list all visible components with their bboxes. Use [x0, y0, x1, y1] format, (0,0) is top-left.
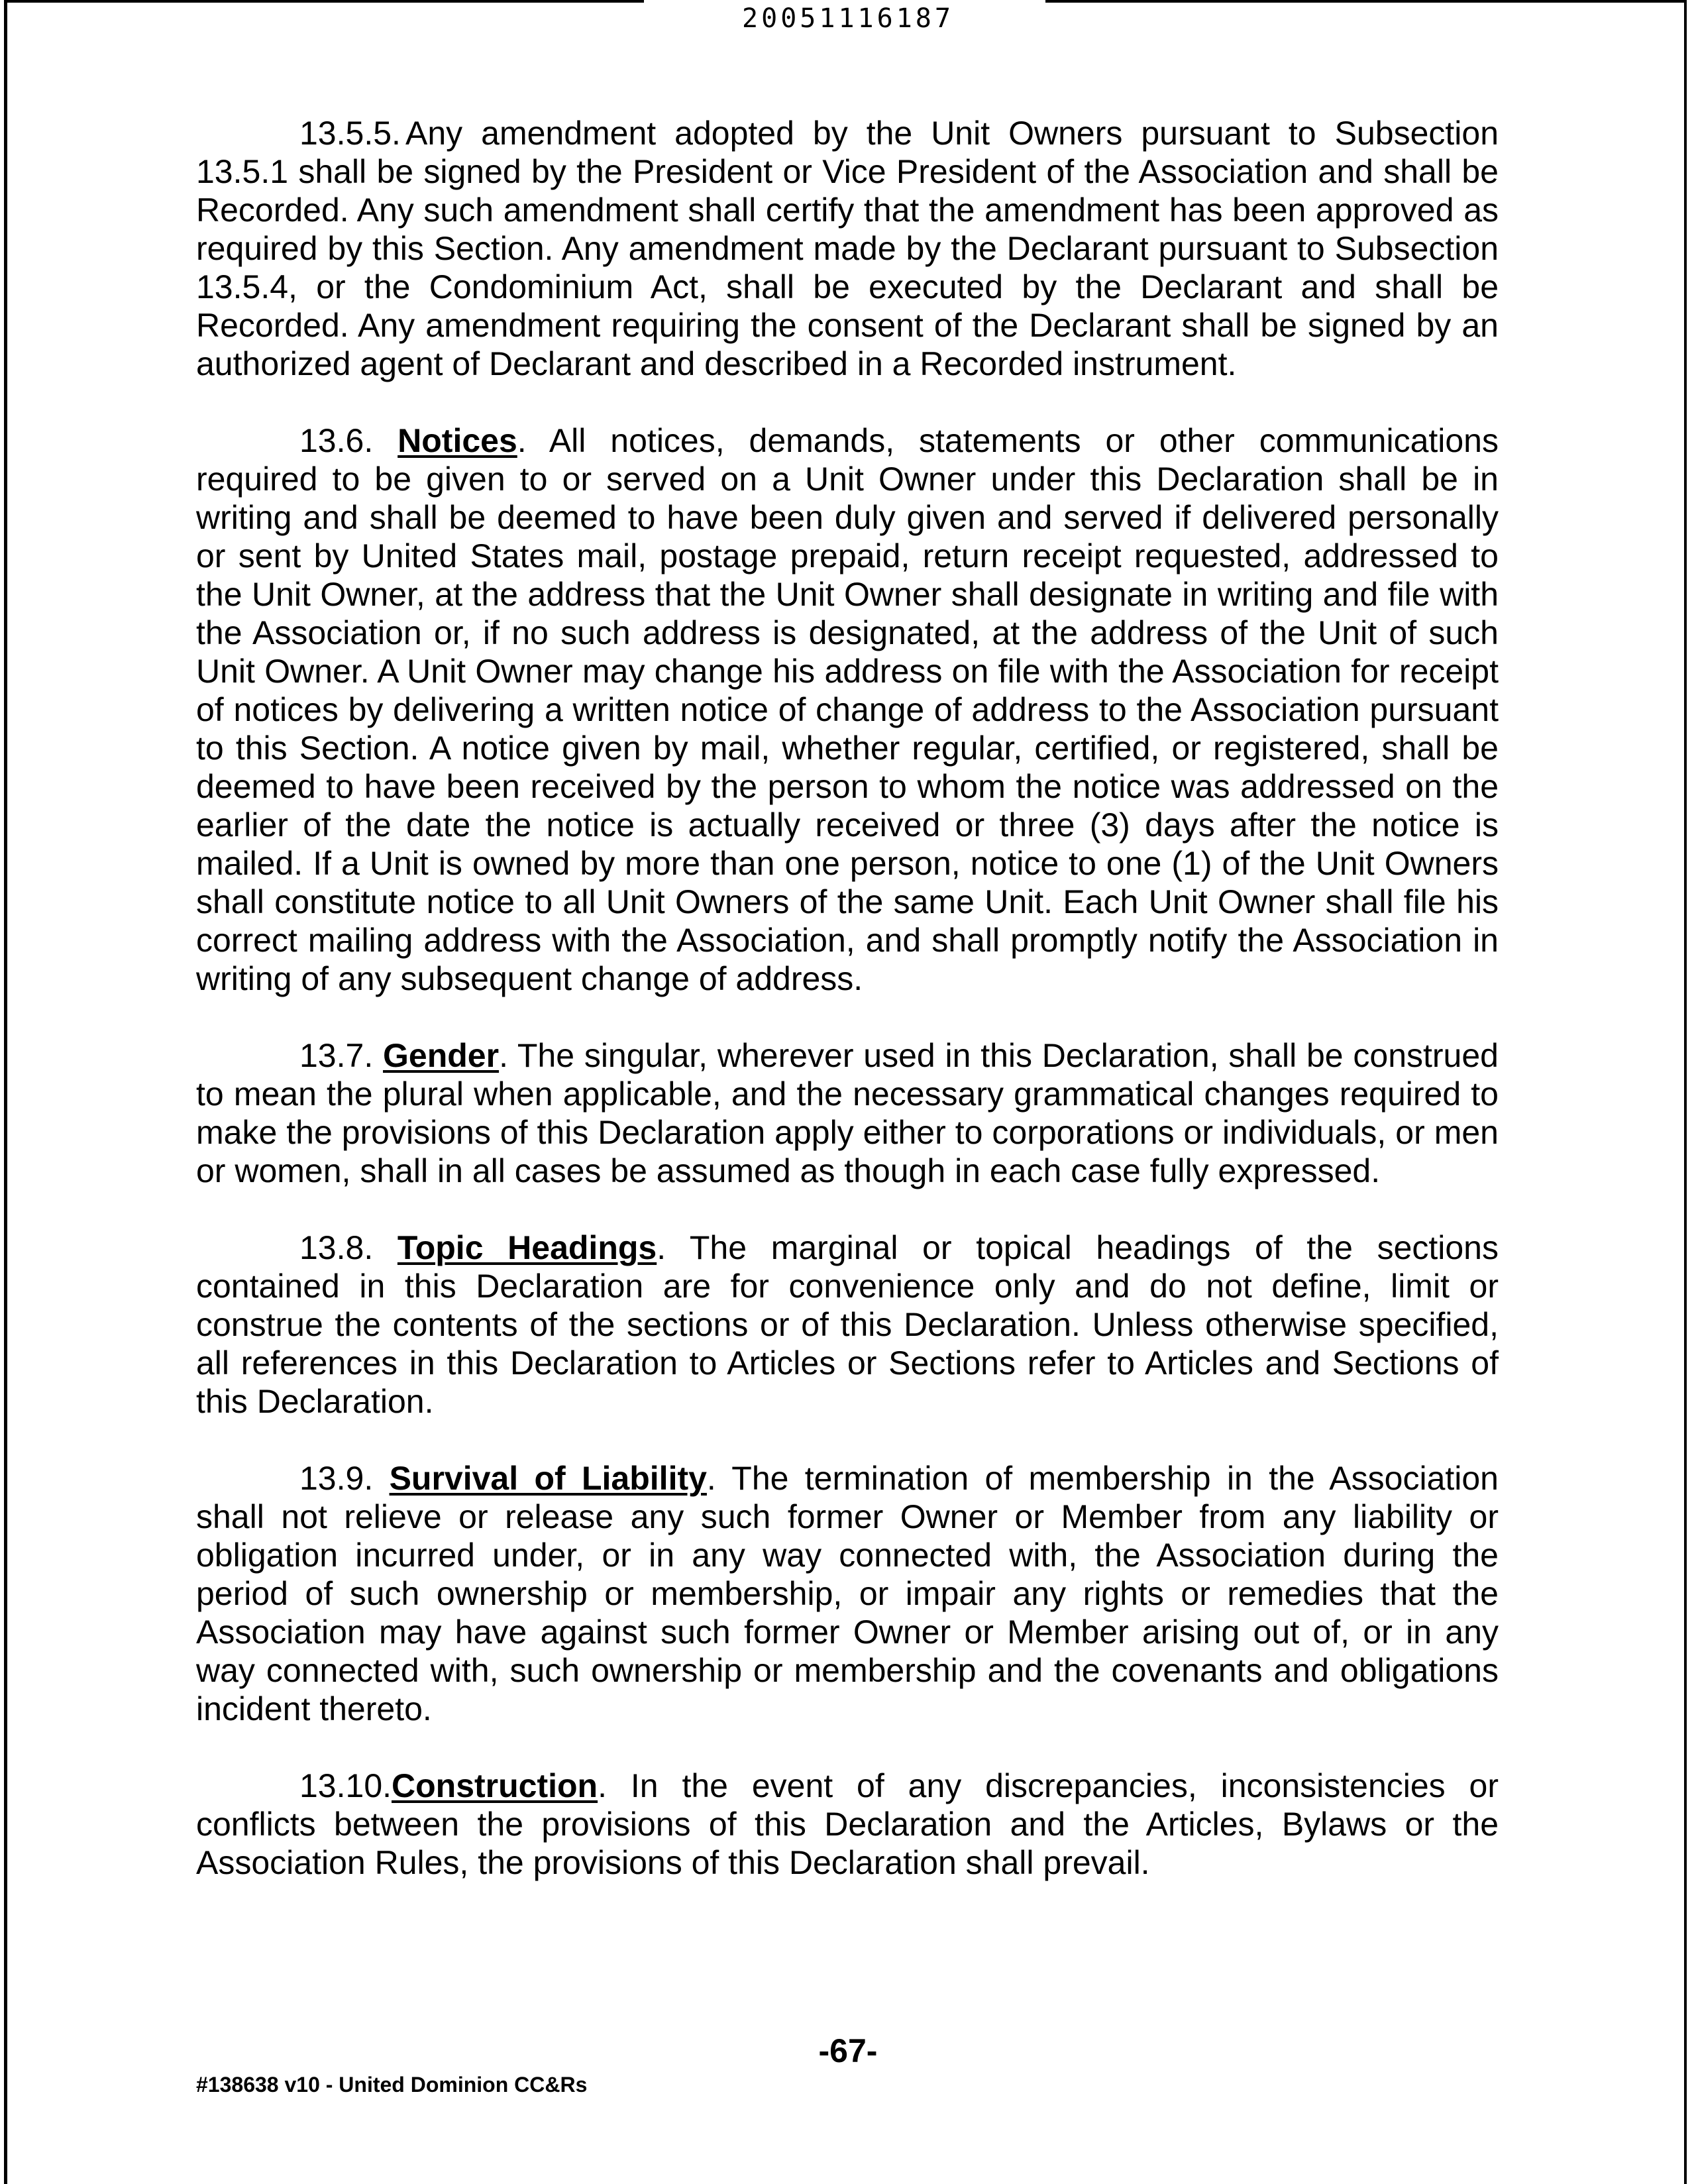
section-text: All notices, demands, statements or other communications required to be given to or served on a Unit Owner under this Declaration shall be in writing and shall be deemed to have been duly given and served if delivered personally or sent by United States mail, postage prepaid, return receipt requested, addressed to the Unit Owner, at the address that the Unit Owner shall designate in writing and file with the Association or, if no such address is designated, at the address of the Unit of such Unit Owner. A Unit Owner may change his address on file with the Association for receipt of notices by delivering a written notice of change of address to the Association pursuant to this Section. A notice given by mail, whether regular, certified, or registered, shall be deemed to have been received by the person to whom the notice was addressed on the earlier of the date the notice is actually received or three (3) days after the notice is mailed. If a Unit is owned by more than one person, notice to one (1) of the Unit Owners shall constitute notice to all Unit Owners of the same Unit. Each Unit Owner shall file his correct mailing address with the Association, and shall promptly notify the Association in writing of any subsequent change of address. — [196, 422, 1499, 997]
page-border-right — [1684, 0, 1687, 2184]
section-number: 13.5.5. — [299, 115, 401, 152]
section-13-9 — [196, 1459, 1499, 1728]
section-heading: Construction — [392, 1767, 598, 1804]
section-13-10 — [196, 1767, 1499, 1882]
footer-reference: #138638 v10 - United Dominion CC&Rs — [196, 2073, 588, 2097]
section-number: 13.8. — [299, 1229, 374, 1266]
section-13-7 — [196, 1036, 1499, 1190]
section-text: The marginal or topical headings of the sections contained in this Declaration are for convenience only and do not define, limit or construe the contents of the sections or of this Declaration. Unless otherwise specified, all references in this Declaration to Articles or Sections refer to Articles and Sections of this Declaration. — [196, 1229, 1499, 1420]
heading-punctuation: . — [598, 1767, 608, 1804]
document-body — [196, 114, 1499, 1920]
heading-punctuation: . — [517, 422, 527, 459]
section-number: 13.9. — [299, 1460, 374, 1497]
section-text: In the event of any discrepancies, inconsistencies or conflicts between the provisions of this Declaration and the Articles, Bylaws or the Association Rules, the provisions of this Declaration shall prevail. — [196, 1767, 1499, 1881]
section-number: 13.6. — [299, 422, 374, 459]
heading-punctuation: . — [499, 1037, 508, 1074]
section-13-6 — [196, 421, 1499, 998]
heading-punctuation: . — [657, 1229, 666, 1266]
page-number: -67- — [818, 2032, 878, 2069]
section-13-8 — [196, 1228, 1499, 1421]
section-number: 13.10. — [299, 1767, 392, 1804]
heading-punctuation: . — [706, 1460, 716, 1497]
section-heading: Gender — [383, 1037, 500, 1074]
section-number: 13.7. — [299, 1037, 374, 1074]
page-border-left — [4, 0, 7, 2184]
section-text: The termination of membership in the Association shall not relieve or release any such former Owner or Member from any liability or obligation incurred under, or in any way connected with, the Association during the period of such ownership or membership, or impair any rights or remedies that the Association may have against such former Owner or Member arising out of, or in any way connected with, such ownership or membership and the covenants and obligations incident thereto. — [196, 1460, 1499, 1727]
section-heading: Survival of Liability — [389, 1460, 707, 1497]
section-text: Any amendment adopted by the Unit Owners pursuant to Subsection 13.5.1 shall be signed by the President or Vice President of the Association and shall be Recorded. Any such amendment shall certify that the amendment has been approved as required by this Section. Any amendment made by the Declarant pursuant to Subsection 13.5.4, or the Condominium Act, shall be executed by the Declarant and shall be Recorded. Any amendment requiring the consent of the Declarant shall be signed by an authorized agent of Declarant and described in a Recorded instrument. — [196, 115, 1499, 382]
section-heading: Topic Headings — [397, 1229, 657, 1266]
document-number: 20051116187 — [742, 3, 954, 34]
section-13-5-5 — [196, 114, 1499, 383]
section-text: The singular, wherever used in this Declaration, shall be construed to mean the plural when applicable, and the necessary grammatical changes required to make the provisions of this Declaration apply either to corporations or individuals, or men or women, shall in all cases be assumed as though in each case fully expressed. — [196, 1037, 1499, 1189]
section-heading: Notices — [398, 422, 517, 459]
